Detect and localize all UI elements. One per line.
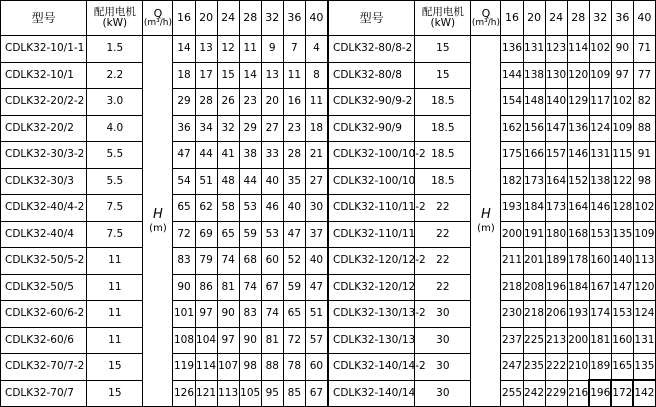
head-value: 114 [195,354,217,381]
model-cell: CDLK32-70/7 [1,380,87,407]
model-cell: CDLK32-140/14-2 [329,354,415,381]
header-flow-unit: (m³/h) [143,18,173,29]
model-cell: CDLK32-100/10-2 [329,142,415,169]
head-value: 218 [501,274,523,301]
head-value: 98 [633,168,655,195]
head-value: 29 [173,89,195,116]
motor-cell: 5.5 [87,168,143,195]
head-value: 210 [567,354,589,381]
header-model: 型号 [1,1,87,36]
head-value: 65 [217,221,239,248]
head-value: 28 [195,89,217,116]
head-value: 86 [195,274,217,301]
head-value: 216 [567,380,589,407]
head-value: 166 [523,142,545,169]
head-value: 18 [305,115,327,142]
head-value: 114 [567,36,589,63]
head-value: 107 [217,354,239,381]
head-value: 218 [523,301,545,328]
head-value: 51 [305,301,327,328]
head-value: 74 [261,301,283,328]
head-symbol: H [481,207,491,223]
head-value: 14 [173,36,195,63]
head-value: 62 [195,195,217,222]
head-value: 173 [523,168,545,195]
head-value: 71 [633,36,655,63]
head-value: 26 [217,89,239,116]
head-value: 53 [261,221,283,248]
head-value: 44 [195,142,217,169]
head-value: 178 [567,248,589,275]
head-value: 201 [523,248,545,275]
head-value: 59 [239,221,261,248]
head-value: 67 [261,274,283,301]
head-value: 41 [217,142,239,169]
head-value: 52 [283,248,305,275]
head-value: 97 [611,62,633,89]
head-value: 172 [611,380,633,407]
head-value: 109 [633,221,655,248]
head-value: 189 [589,354,611,381]
model-cell: CDLK32-110/11-2 [329,195,415,222]
head-value: 138 [523,62,545,89]
head-value: 225 [523,327,545,354]
head-value: 152 [567,168,589,195]
head-value: 21 [305,142,327,169]
pump-table-right [328,0,656,407]
head-value: 13 [195,36,217,63]
head-value: 17 [195,62,217,89]
model-cell: CDLK32-110/11 [329,221,415,248]
head-value: 32 [217,115,239,142]
header-motor-unit: (kW) [102,17,128,29]
head-value: 51 [195,168,217,195]
head-value: 153 [611,301,633,328]
head-value: 200 [501,221,523,248]
head-value: 102 [589,36,611,63]
head-value: 196 [545,274,567,301]
head-value: 162 [501,115,523,142]
head-value: 58 [217,195,239,222]
head-value: 18 [173,62,195,89]
head-value: 136 [501,36,523,63]
head-value: 113 [633,248,655,275]
header-flow-40: 40 [633,1,655,36]
model-cell: CDLK32-130/13 [329,327,415,354]
model-cell: CDLK32-20/2-2 [1,89,87,116]
head-value: 40 [305,248,327,275]
head-value: 95 [261,380,283,407]
table-header-row [329,1,656,36]
motor-cell: 30 [415,327,471,354]
head-value: 79 [195,248,217,275]
motor-cell: 11 [87,327,143,354]
head-value: 200 [567,327,589,354]
head-value: 167 [589,274,611,301]
head-value: 60 [305,354,327,381]
head-value: 146 [589,195,611,222]
head-value: 164 [545,168,567,195]
motor-cell: 11 [87,301,143,328]
header-flow-symbol: Q [153,6,163,20]
head-value: 128 [611,195,633,222]
motor-cell: 30 [415,301,471,328]
motor-cell: 11 [87,274,143,301]
header-motor [87,1,143,36]
head-value: 136 [567,115,589,142]
header-flow-36: 36 [283,1,305,36]
header-flow [471,1,501,36]
motor-cell: 4.0 [87,115,143,142]
head-value: 59 [283,274,305,301]
header-flow-16: 16 [173,1,195,36]
head-value: 9 [261,36,283,63]
head-value: 30 [305,195,327,222]
head-value: 196 [589,380,611,407]
motor-cell: 18.5 [415,142,471,169]
head-value: 65 [283,301,305,328]
head-value: 230 [501,301,523,328]
head-value: 140 [545,89,567,116]
head-value: 123 [545,36,567,63]
head-value: 131 [523,36,545,63]
table-row [329,36,656,63]
head-value: 53 [239,195,261,222]
head-value: 120 [567,62,589,89]
model-cell: CDLK32-100/10 [329,168,415,195]
head-value: 148 [523,89,545,116]
head-value: 54 [173,168,195,195]
head-value: 44 [239,168,261,195]
head-value: 122 [611,168,633,195]
header-flow-24: 24 [217,1,239,36]
head-value: 124 [589,115,611,142]
head-value: 131 [633,327,655,354]
head-unit: (m) [477,222,495,234]
header-flow-36: 36 [611,1,633,36]
head-value: 36 [173,115,195,142]
header-motor-label: 配用电机 [93,5,136,18]
head-value: 27 [305,168,327,195]
head-value: 119 [173,354,195,381]
header-flow-24: 24 [545,1,567,36]
model-cell: CDLK32-130/13-2 [329,301,415,328]
head-value: 90 [173,274,195,301]
motor-cell: 7.5 [87,195,143,222]
head-value: 131 [589,142,611,169]
head-value: 83 [173,248,195,275]
head-value: 175 [501,142,523,169]
head-value: 102 [611,89,633,116]
motor-cell: 3.0 [87,89,143,116]
model-cell: CDLK32-50/5-2 [1,248,87,275]
head-value: 90 [611,36,633,63]
head-value: 135 [611,221,633,248]
head-value: 193 [501,195,523,222]
motor-cell: 11 [87,248,143,275]
header-motor [415,1,471,36]
head-value: 237 [501,327,523,354]
head-value: 83 [239,301,261,328]
head-value: 102 [633,195,655,222]
head-unit: (m) [149,222,167,234]
head-value: 129 [567,89,589,116]
motor-cell: 15 [87,354,143,381]
header-flow-symbol: Q [481,6,491,20]
head-value: 8 [305,62,327,89]
head-value: 34 [195,115,217,142]
head-value: 33 [261,142,283,169]
model-cell: CDLK32-60/6 [1,327,87,354]
head-value: 184 [523,195,545,222]
header-flow-40: 40 [305,1,327,36]
head-value: 144 [501,62,523,89]
head-value: 77 [633,62,655,89]
header-motor-unit: (kW) [430,17,456,29]
head-value: 27 [261,115,283,142]
head-value: 88 [633,115,655,142]
header-motor-label: 配用电机 [421,5,464,18]
motor-cell: 22 [415,221,471,248]
model-cell: CDLK32-40/4 [1,221,87,248]
head-value: 105 [239,380,261,407]
head-value: 38 [239,142,261,169]
head-value: 40 [261,168,283,195]
table-header-row [1,1,328,36]
model-cell: CDLK32-120/12-2 [329,248,415,275]
head-symbol: H [153,207,163,223]
head-value: 104 [195,327,217,354]
head-value: 35 [283,168,305,195]
head-value: 20 [261,89,283,116]
head-value: 23 [239,89,261,116]
head-value: 109 [611,115,633,142]
model-cell: CDLK32-70/7-2 [1,354,87,381]
model-cell: CDLK32-20/2 [1,115,87,142]
head-value: 72 [283,327,305,354]
head-value: 81 [261,327,283,354]
motor-cell: 30 [415,380,471,407]
head-value: 255 [501,380,523,407]
head-value: 120 [633,274,655,301]
head-value: 78 [283,354,305,381]
head-value: 85 [283,380,305,407]
model-cell: CDLK32-80/8-2 [329,36,415,63]
head-value: 182 [501,168,523,195]
head-value: 97 [217,327,239,354]
head-value: 97 [195,301,217,328]
model-cell: CDLK32-10/1-1 [1,36,87,63]
head-value: 108 [173,327,195,354]
head-value: 247 [501,354,523,381]
motor-cell: 22 [415,248,471,275]
head-value: 46 [261,195,283,222]
model-cell: CDLK32-30/3 [1,168,87,195]
head-value: 11 [283,62,305,89]
head-value: 109 [589,62,611,89]
head-value: 23 [283,115,305,142]
head-value: 160 [611,327,633,354]
motor-cell: 15 [415,62,471,89]
motor-cell: 5.5 [87,142,143,169]
motor-cell: 18.5 [415,115,471,142]
head-value: 164 [567,195,589,222]
head-value: 142 [633,380,655,407]
head-value: 154 [501,89,523,116]
header-flow-unit: (m³/h) [471,18,501,29]
head-value: 91 [633,142,655,169]
head-value: 130 [545,62,567,89]
head-value: 191 [523,221,545,248]
table-row [1,36,328,63]
head-value: 135 [633,354,655,381]
head-value: 40 [283,195,305,222]
model-cell: CDLK32-30/3-2 [1,142,87,169]
motor-cell: 1.5 [87,36,143,63]
header-model: 型号 [329,1,415,36]
motor-cell: 7.5 [87,221,143,248]
head-value: 168 [567,221,589,248]
head-value: 146 [567,142,589,169]
motor-cell: 22 [415,195,471,222]
header-flow-20: 20 [195,1,217,36]
head-value: 147 [611,274,633,301]
head-value: 74 [239,274,261,301]
head-value: 82 [633,89,655,116]
head-value: 81 [217,274,239,301]
head-value: 4 [305,36,327,63]
head-value: 147 [545,115,567,142]
head-value: 208 [523,274,545,301]
head-value: 193 [567,301,589,328]
header-flow-20: 20 [523,1,545,36]
head-value: 57 [305,327,327,354]
head-value: 47 [173,142,195,169]
model-cell: CDLK32-50/5 [1,274,87,301]
model-cell: CDLK32-10/1 [1,62,87,89]
head-value: 28 [283,142,305,169]
head-value: 65 [173,195,195,222]
head-value: 242 [523,380,545,407]
header-flow-32: 32 [261,1,283,36]
model-cell: CDLK32-90/9 [329,115,415,142]
header-flow [143,1,173,36]
motor-cell: 15 [415,36,471,63]
head-value: 90 [239,327,261,354]
motor-cell: 30 [415,354,471,381]
head-value: 165 [611,354,633,381]
head-value: 229 [545,380,567,407]
head-value: 98 [239,354,261,381]
head-value: 138 [589,168,611,195]
head-value: 153 [589,221,611,248]
head-value: 74 [217,248,239,275]
head-value: 90 [217,301,239,328]
head-value: 68 [239,248,261,275]
header-flow-32: 32 [589,1,611,36]
model-cell: CDLK32-120/12 [329,274,415,301]
right-table-container [328,0,656,407]
head-value: 11 [239,36,261,63]
head-value: 13 [261,62,283,89]
head-value: 157 [545,142,567,169]
head-value: 101 [173,301,195,328]
head-value: 29 [239,115,261,142]
head-value: 7 [283,36,305,63]
head-axis-label [471,36,501,407]
head-axis-label [143,36,173,407]
model-cell: CDLK32-40/4-2 [1,195,87,222]
motor-cell: 2.2 [87,62,143,89]
head-value: 126 [173,380,195,407]
head-value: 117 [589,89,611,116]
head-value: 156 [523,115,545,142]
head-value: 235 [523,354,545,381]
head-value: 160 [589,248,611,275]
head-value: 15 [217,62,239,89]
head-value: 213 [545,327,567,354]
header-flow-28: 28 [567,1,589,36]
head-value: 124 [633,301,655,328]
header-flow-16: 16 [501,1,523,36]
head-value: 211 [501,248,523,275]
head-value: 88 [261,354,283,381]
head-value: 48 [217,168,239,195]
motor-cell: 15 [87,380,143,407]
motor-cell: 22 [415,274,471,301]
head-value: 222 [545,354,567,381]
head-value: 16 [283,89,305,116]
head-value: 140 [611,248,633,275]
model-cell: CDLK32-90/9-2 [329,89,415,116]
head-value: 113 [217,380,239,407]
head-value: 47 [283,221,305,248]
head-value: 14 [239,62,261,89]
model-cell: CDLK32-60/6-2 [1,301,87,328]
motor-cell: 18.5 [415,168,471,195]
motor-cell: 18.5 [415,89,471,116]
head-value: 174 [589,301,611,328]
head-value: 67 [305,380,327,407]
head-value: 184 [567,274,589,301]
header-flow-28: 28 [239,1,261,36]
head-value: 47 [305,274,327,301]
head-value: 11 [305,89,327,116]
model-cell: CDLK32-140/14 [329,380,415,407]
head-value: 69 [195,221,217,248]
head-value: 115 [611,142,633,169]
head-value: 121 [195,380,217,407]
model-cell: CDLK32-80/8 [329,62,415,89]
head-value: 60 [261,248,283,275]
head-value: 173 [545,195,567,222]
head-value: 181 [589,327,611,354]
head-value: 180 [545,221,567,248]
head-value: 189 [545,248,567,275]
head-value: 12 [217,36,239,63]
head-value: 206 [545,301,567,328]
head-value: 72 [173,221,195,248]
head-value: 37 [305,221,327,248]
